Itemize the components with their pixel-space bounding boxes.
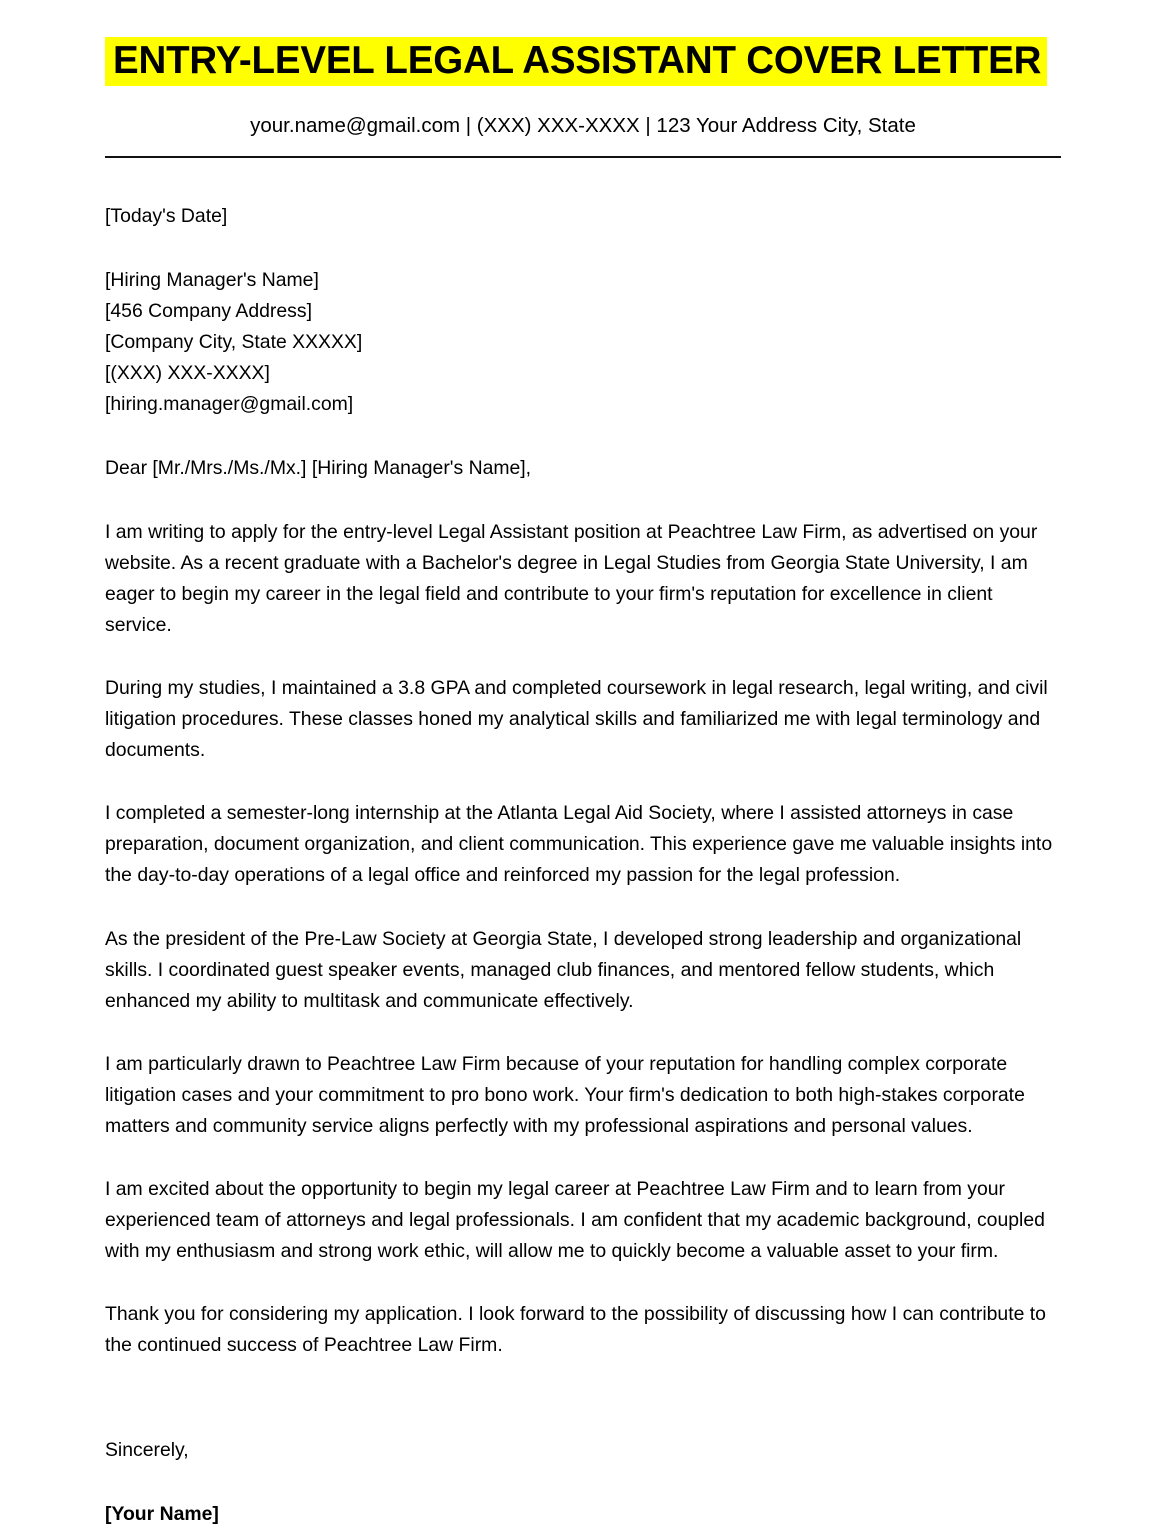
letter-body <box>105 201 1061 1530</box>
signature-name: [Your Name] <box>105 1503 219 1526</box>
body-paragraph: During my studies, I maintained a 3.8 GPA and completed coursework in legal research, legal writing, and civil litigation procedures. These classes honed my analytical skills and familiarized me with legal terminology and documents. <box>105 677 1048 762</box>
closing-spacer <box>105 1393 1061 1435</box>
closing-salutation: Sincerely, <box>105 1439 189 1462</box>
recipient-name: [Hiring Manager's Name] <box>105 268 319 291</box>
body-paragraph: I completed a semester-long internship at the Atlanta Legal Aid Society, where I assisted attorneys in case preparation, document organization, and client communication. This experience gave me valuable insights into the day-to-day operations of a legal office and reinforced my passion for the legal profession. <box>105 802 1053 887</box>
page-title: ENTRY-LEVEL LEGAL ASSISTANT COVER LETTER <box>105 37 1047 86</box>
salutation: Dear [Mr./Mrs./Ms./Mx.] [Hiring Manager's Name], <box>105 457 532 479</box>
recipient-email: [hiring.manager@gmail.com] <box>105 392 354 415</box>
recipient-address-block <box>105 265 1061 420</box>
contact-info-line: your.name@gmail.com | (XXX) XXX-XXXX | 123 Your Address City, State <box>250 114 916 138</box>
header-divider <box>105 156 1061 158</box>
body-paragraph: As the president of the Pre-Law Society at Georgia State, I developed strong leadership and organizational skills. I coordinated guest speaker events, managed club finances, and mentored fellow students, which enhanced my ability to multitask and communicate effectively. <box>105 927 1022 1012</box>
date-line: [Today's Date] <box>105 204 228 227</box>
title-container <box>105 36 1061 86</box>
document-content <box>105 0 1061 1530</box>
body-paragraph: I am particularly drawn to Peachtree Law Firm because of your reputation for handling complex corporate litigation cases and your commitment to pro bono work. Your firm's dedication to both high-stakes corporate matters and community service aligns perfectly with my professional aspirations and personal values. <box>105 1052 1025 1137</box>
recipient-street: [456 Company Address] <box>105 299 312 322</box>
body-paragraph: I am writing to apply for the entry-level Legal Assistant position at Peachtree Law Firm, as advertised on your website. As a recent graduate with a Bachelor's degree in Legal Studies from Georgia State University, I am eager to begin my career in the legal field and contribute to your firm's reputation for excellence in client service. <box>105 521 1038 637</box>
body-paragraph: Thank you for considering my application. I look forward to the possibility of discussing how I can contribute to the continued success of Peachtree Law Firm. <box>105 1302 1046 1356</box>
recipient-city-state-zip: [Company City, State XXXXX] <box>105 330 363 353</box>
recipient-phone: [(XXX) XXX-XXXX] <box>105 361 270 384</box>
body-paragraph: I am excited about the opportunity to begin my legal career at Peachtree Law Firm and to learn from your experienced team of attorneys and legal professionals. I am confident that my academic background, coupled with my enthusiasm and strong work ethic, will allow me to quickly become a valuable asset to your firm. <box>105 1177 1045 1262</box>
